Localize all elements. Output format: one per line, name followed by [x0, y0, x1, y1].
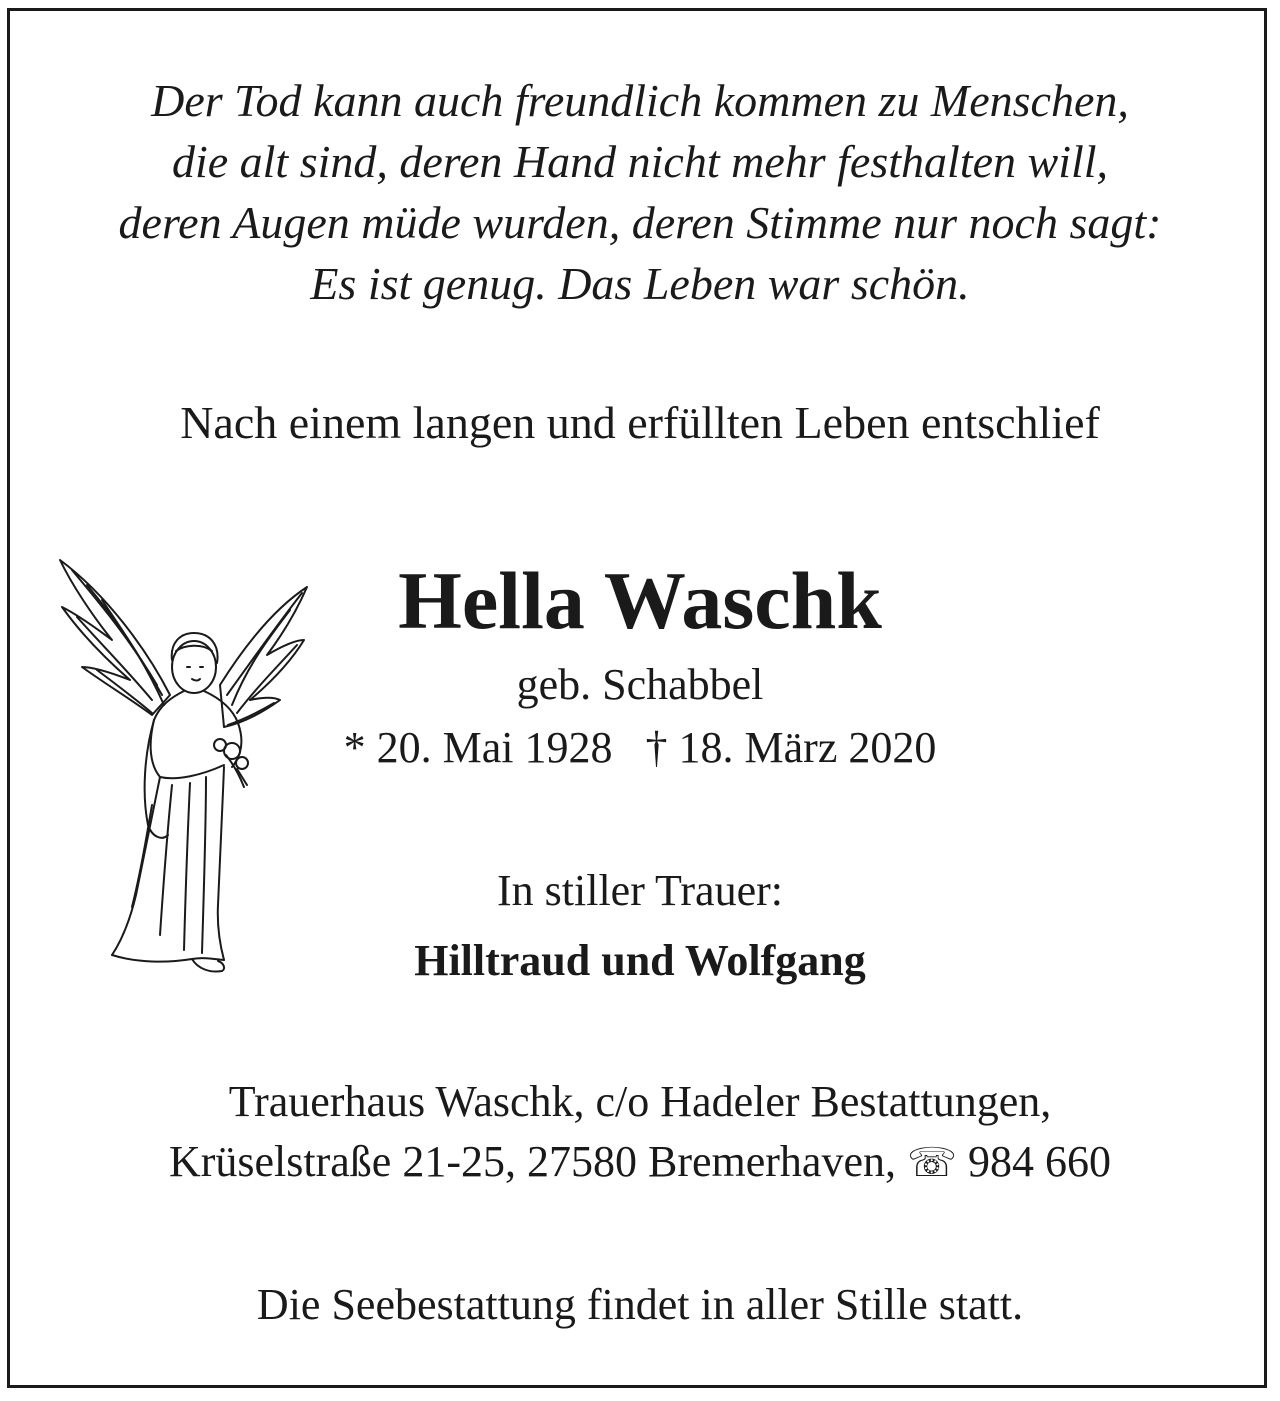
phone-icon: ☏	[906, 1140, 958, 1185]
poem-line: Der Tod kann auch freundlich kommen zu Menschen,	[151, 75, 1129, 126]
poem-line: die alt sind, deren Hand nicht mehr festhalten will,	[171, 136, 1109, 187]
life-dates: * 20. Mai 1928 † 18. März 2020	[343, 723, 937, 772]
address-line: Trauerhaus Waschk, c/o Hadeler Bestattungen,	[228, 1077, 1052, 1126]
mourners-names: Hilltraud und Wolfgang	[414, 936, 866, 985]
mourning-label: In stiller Trauer:	[497, 866, 783, 915]
address-line	[20, 1132, 1260, 1193]
deceased-name: Hella Waschk	[398, 555, 882, 646]
poem	[20, 70, 1260, 314]
poem-line: deren Augen müde wurden, deren Stimme nur noch sagt:	[118, 197, 1162, 248]
address-street: Krüselstraße 21-25, 27580 Bremerhaven,	[168, 1137, 896, 1186]
intro-text: Nach einem langen und erfüllten Leben entschlief	[180, 397, 1100, 448]
poem-line: Es ist genug. Das Leben war schön.	[310, 258, 970, 309]
closing-text: Die Seebestattung findet in aller Stille statt.	[256, 1280, 1024, 1329]
phone-number: 984 660	[968, 1137, 1112, 1186]
birth-name: geb. Schabbel	[516, 660, 764, 709]
address-block	[20, 1072, 1260, 1193]
